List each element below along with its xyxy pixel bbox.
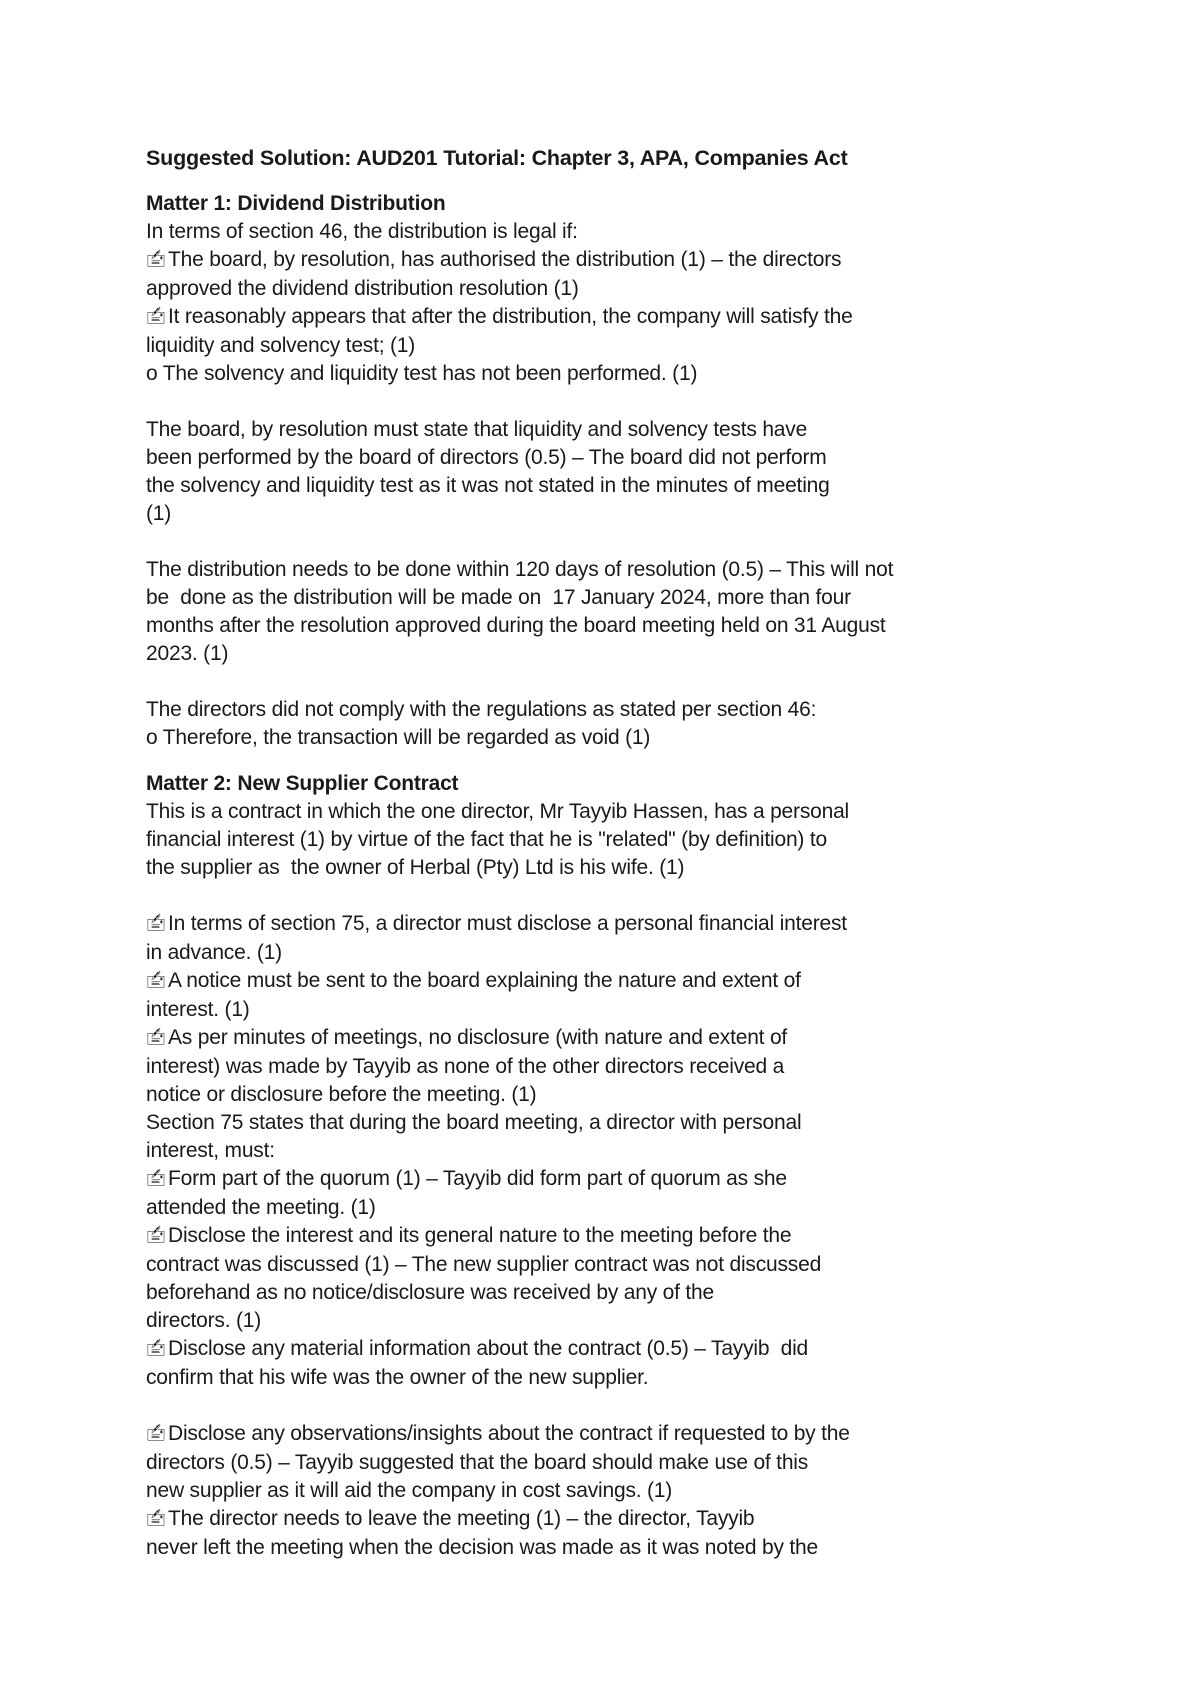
- text-line: the solvency and liquidity test as it was not stated in the minutes of meeting: [146, 474, 830, 497]
- bullet-line: [146, 303, 1046, 332]
- text-line: The board, by resolution, has authorised the distribution (1) – the directors: [168, 248, 842, 271]
- text-line: contract was discussed (1) – The new supplier contract was not discussed: [146, 1253, 822, 1276]
- text-line: interest. (1): [146, 998, 250, 1021]
- bullet-line: [146, 1335, 1046, 1364]
- writing-hand-icon: 🖆: [146, 1029, 166, 1049]
- text-line: the supplier as the owner of Herbal (Pty) Ltd is his wife. (1): [146, 856, 685, 879]
- document-title: Suggested Solution: AUD201 Tutorial: Chapter 3, APA, Companies Act: [146, 146, 848, 170]
- matter2-heading: Matter 2: New Supplier Contract: [146, 772, 459, 795]
- text-line: directors. (1): [146, 1309, 262, 1332]
- bullet-line: [146, 1222, 1046, 1251]
- text-line: directors (0.5) – Tayyib suggested that the board should make use of this: [146, 1451, 809, 1474]
- text-line: The distribution needs to be done within 120 days of resolution (0.5) – This will not: [146, 558, 894, 581]
- text-line: months after the resolution approved during the board meeting held on 31 August: [146, 614, 886, 637]
- bullet-line: [146, 1505, 1046, 1534]
- bullet-line: [146, 246, 1046, 275]
- text-line: in advance. (1): [146, 941, 282, 964]
- text-line: The board, by resolution must state that liquidity and solvency tests have: [146, 418, 808, 441]
- text-line: Section 75 states that during the board meeting, a director with personal: [146, 1111, 802, 1134]
- text-line: financial interest (1) by virtue of the fact that he is "related" (by definition) to: [146, 828, 827, 851]
- text-line: never left the meeting when the decision was made as it was noted by the: [146, 1536, 818, 1559]
- writing-hand-icon: 🖆: [146, 1340, 166, 1360]
- bullet-line: [146, 1165, 1046, 1194]
- text-line: This is a contract in which the one director, Mr Tayyib Hassen, has a personal: [146, 800, 850, 823]
- writing-hand-icon: 🖆: [146, 251, 166, 271]
- bullet-line: [146, 1420, 1046, 1449]
- text-line: It reasonably appears that after the distribution, the company will satisfy the: [168, 305, 853, 328]
- text-line: Form part of the quorum (1) – Tayyib did form part of quorum as she: [168, 1167, 787, 1190]
- text-line: Disclose the interest and its general nature to the meeting before the: [168, 1224, 792, 1247]
- text-line: o The solvency and liquidity test has not been performed. (1): [146, 362, 698, 385]
- text-line: interest, must:: [146, 1139, 275, 1162]
- writing-hand-icon: 🖆: [146, 1170, 166, 1190]
- text-line: new supplier as it will aid the company in cost savings. (1): [146, 1479, 673, 1502]
- writing-hand-icon: 🖆: [146, 1510, 166, 1530]
- text-line: In terms of section 46, the distribution is legal if:: [146, 220, 578, 243]
- text-line: beforehand as no notice/disclosure was received by any of the: [146, 1281, 714, 1304]
- text-line: Disclose any material information about the contract (0.5) – Tayyib did: [168, 1337, 809, 1360]
- bullet-line: [146, 967, 1046, 996]
- matter1-heading: Matter 1: Dividend Distribution: [146, 192, 446, 215]
- writing-hand-icon: 🖆: [146, 915, 166, 935]
- text-line: been performed by the board of directors (0.5) – The board did not perform: [146, 446, 827, 469]
- text-line: be done as the distribution will be made on 17 January 2024, more than four: [146, 586, 851, 609]
- document-page: [146, 144, 1046, 1562]
- text-line: confirm that his wife was the owner of the new supplier.: [146, 1366, 649, 1389]
- text-line: The director needs to leave the meeting (1) – the director, Tayyib: [168, 1507, 755, 1530]
- writing-hand-icon: 🖆: [146, 308, 166, 328]
- text-line: A notice must be sent to the board explaining the nature and extent of: [168, 969, 801, 992]
- writing-hand-icon: 🖆: [146, 972, 166, 992]
- text-line: interest) was made by Tayyib as none of the other directors received a: [146, 1055, 785, 1078]
- writing-hand-icon: 🖆: [146, 1227, 166, 1247]
- writing-hand-icon: 🖆: [146, 1425, 166, 1445]
- text-line: The directors did not comply with the regulations as stated per section 46:: [146, 698, 817, 721]
- text-line: Disclose any observations/insights about the contract if requested to by the: [168, 1422, 850, 1445]
- bullet-line: [146, 1024, 1046, 1053]
- text-line: As per minutes of meetings, no disclosure (with nature and extent of: [168, 1026, 788, 1049]
- text-line: attended the meeting. (1): [146, 1196, 376, 1219]
- text-line: liquidity and solvency test; (1): [146, 334, 416, 357]
- text-line: 2023. (1): [146, 642, 229, 665]
- text-line: approved the dividend distribution resolution (1): [146, 277, 579, 300]
- text-line: In terms of section 75, a director must disclose a personal financial interest: [168, 912, 847, 935]
- text-line: (1): [146, 502, 172, 525]
- text-line: notice or disclosure before the meeting. (1): [146, 1083, 537, 1106]
- text-line: o Therefore, the transaction will be regarded as void (1): [146, 726, 651, 749]
- bullet-line: [146, 910, 1046, 939]
